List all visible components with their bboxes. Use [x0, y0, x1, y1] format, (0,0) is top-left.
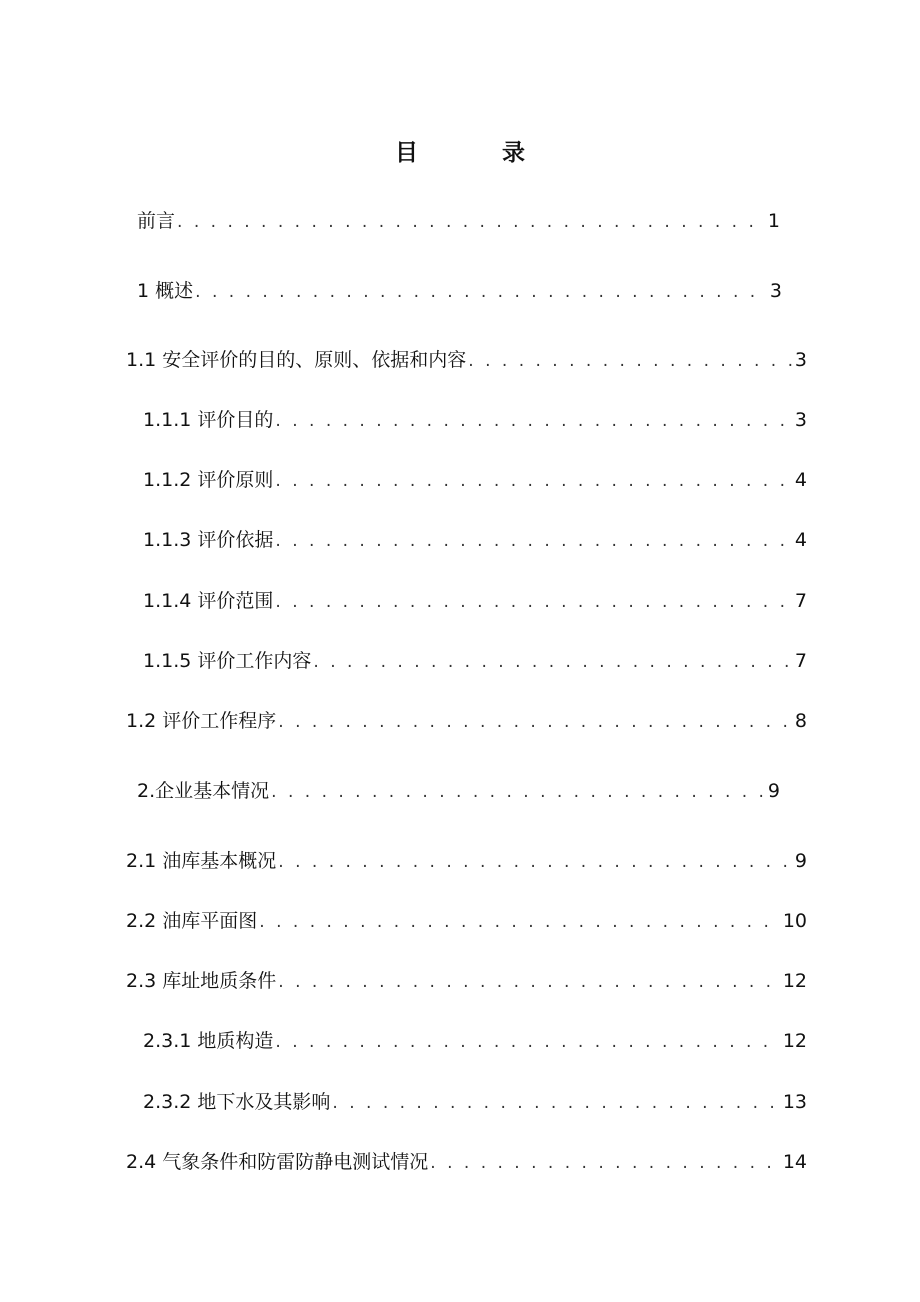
toc-page-number: 13 — [782, 1091, 807, 1113]
toc-entry-2-3-2[interactable] — [143, 1087, 807, 1117]
toc-dot-leader — [313, 647, 793, 676]
toc-page-number: 10 — [782, 910, 807, 932]
toc-entry-1-1-1[interactable] — [143, 405, 807, 435]
toc-entry-2-4[interactable] — [126, 1147, 807, 1177]
toc-entry-2-3[interactable] — [126, 966, 807, 996]
toc-entry-label: 2.3.1 地质构造 — [143, 1030, 274, 1052]
toc-entry-label: 2.1 油库基本概况 — [126, 850, 277, 872]
toc-dot-leader — [275, 466, 793, 495]
toc-dot-leader — [430, 1148, 781, 1177]
toc-entry-label: 前言 — [137, 210, 176, 232]
toc-dot-leader — [278, 847, 793, 876]
toc-entry-1[interactable] — [137, 276, 782, 306]
toc-entry-label: 1 概述 — [137, 280, 194, 302]
toc-entry-label: 1.1.5 评价工作内容 — [143, 650, 312, 672]
toc-page-number: 4 — [794, 469, 807, 491]
toc-page-number: 8 — [794, 710, 807, 732]
toc-entry-2-3-1[interactable] — [143, 1026, 807, 1056]
toc-entry-1-1-4[interactable] — [143, 586, 807, 616]
toc-page-number: 3 — [769, 280, 782, 302]
toc-dot-leader — [332, 1088, 780, 1117]
toc-page-number: 7 — [794, 650, 807, 672]
toc-entry-preface[interactable] — [137, 206, 780, 236]
toc-dot-leader — [195, 277, 768, 306]
toc-dot-leader — [271, 777, 766, 806]
toc-title: 目 录 — [394, 139, 563, 166]
toc-entry-1-1[interactable] — [126, 345, 807, 375]
toc-page-number: 4 — [794, 529, 807, 551]
toc-entry-label: 1.1.3 评价依据 — [143, 529, 274, 551]
toc-entry-1-2[interactable] — [126, 706, 807, 736]
toc-dot-leader — [278, 707, 793, 736]
toc-entry-label: 2.3.2 地下水及其影响 — [143, 1091, 331, 1113]
toc-page-number: 14 — [782, 1151, 807, 1173]
toc-page-number: 9 — [794, 850, 807, 872]
toc-entry-label: 1.1 安全评价的目的、原则、依据和内容 — [126, 349, 467, 371]
toc-page-number: 1 — [767, 210, 780, 232]
toc-entry-2-1[interactable] — [126, 846, 807, 876]
toc-entry-label: 1.2 评价工作程序 — [126, 710, 277, 732]
toc-entry-2[interactable] — [137, 776, 780, 806]
toc-dot-leader — [468, 346, 793, 375]
toc-dot-leader — [177, 207, 766, 236]
toc-page-number: 3 — [794, 409, 807, 431]
toc-page-number: 12 — [782, 1030, 807, 1052]
toc-entry-label: 2.3 库址地质条件 — [126, 970, 277, 992]
toc-page-number: 3 — [794, 349, 807, 371]
toc-entry-label: 2.企业基本情况 — [137, 780, 270, 802]
toc-dot-leader — [275, 526, 793, 555]
toc-entry-label: 2.2 油库平面图 — [126, 910, 258, 932]
toc-entry-label: 1.1.2 评价原则 — [143, 469, 274, 491]
toc-entry-1-1-3[interactable] — [143, 525, 807, 555]
toc-entry-2-2[interactable] — [126, 906, 807, 936]
toc-dot-leader — [275, 406, 793, 435]
toc-dot-leader — [275, 1027, 780, 1056]
toc-entry-label: 1.1.1 评价目的 — [143, 409, 274, 431]
toc-dot-leader — [275, 587, 793, 616]
toc-entry-label: 2.4 气象条件和防雷防静电测试情况 — [126, 1151, 429, 1173]
toc-entry-1-1-5[interactable] — [143, 646, 807, 676]
toc-dot-leader — [278, 967, 781, 996]
toc-page-number: 12 — [782, 970, 807, 992]
toc-page-number: 9 — [767, 780, 780, 802]
toc-page-number: 7 — [794, 590, 807, 612]
toc-dot-leader — [259, 907, 781, 936]
toc-entry-1-1-2[interactable] — [143, 465, 807, 495]
toc-entry-label: 1.1.4 评价范围 — [143, 590, 274, 612]
